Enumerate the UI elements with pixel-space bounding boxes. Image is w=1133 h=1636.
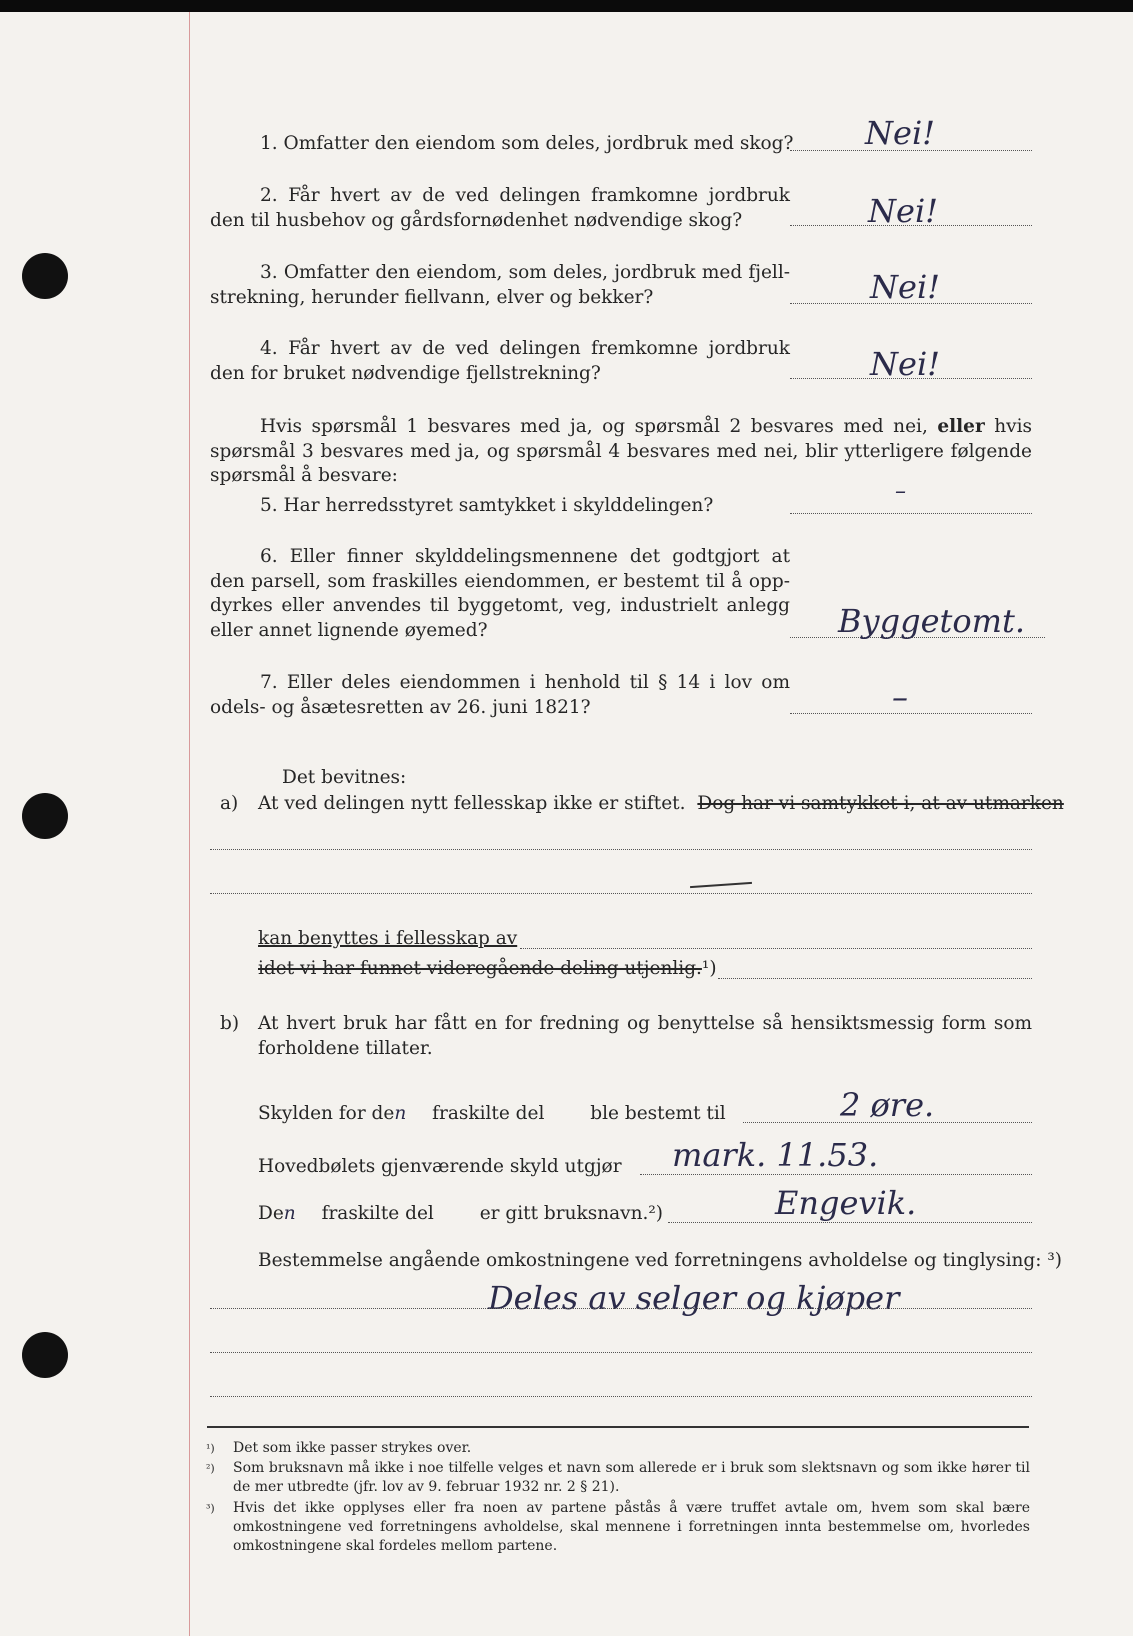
bruksnavn-text: er gitt bruksnavn.²) [479, 1203, 664, 1224]
question-3 [210, 261, 790, 310]
handwritten-letter: n [283, 1203, 296, 1224]
struck-text: idet vi har funnet videregående deling utjenlig. [258, 958, 702, 979]
footnote-3 [206, 1499, 1030, 1556]
answer-handwritten: Nei! [865, 114, 936, 152]
footnote-text: Hvis det ikke opplyses eller fra noen av partene påstås å være truffet avtale om, hvem som skal bære omkostningene ved forretningens avholdelse, skal mennene i forretningen innta bestemmelse om, hvorledes omkostningene skal fordeles mellom partene. [233, 1500, 1030, 1554]
kostnad-label: Bestemmelse angående omkostningene ved forretningens avholdelse og tinglysing: ³) [258, 1250, 1063, 1271]
testify-heading: Det bevitnes: [282, 767, 407, 788]
answer-handwritten: – [892, 678, 908, 716]
answer-handwritten: Byggetomt. [838, 602, 1025, 640]
bruksnavn-label [258, 1202, 663, 1227]
question-1 [210, 132, 794, 157]
question-number: 7. [260, 672, 278, 693]
question-number: 1. [260, 133, 278, 154]
blank-line [210, 849, 1032, 850]
condition-text: Hvis spørsmål 1 besvares med ja, og spørsmål 2 besvares med nei, [260, 416, 928, 437]
footnote-text: Det som ikke passer strykes over. [233, 1440, 472, 1456]
fellesskap-text: kan benyttes i fellesskap av [258, 928, 518, 949]
kostnad-value-handwritten: Deles av selger og kjøper [488, 1279, 900, 1317]
bruksnavn-text: fraskilte del [321, 1203, 434, 1224]
answer-line [668, 1222, 1032, 1223]
question-text: Får hvert av de ved delingen fremkomne jordbruk den for bruket nødvendige fjellstrekning? [210, 338, 790, 384]
punch-hole [22, 253, 68, 299]
margin-line [189, 12, 190, 1636]
footnote-2 [206, 1459, 1030, 1497]
footnote-mark: ²) [206, 1462, 215, 1475]
footnote-text: Som bruksnavn må ikke i noe tilfelle velges et navn som allerede er i bruk som slektsnavn og som ikke hører til de mer utbredte (jfr. lov av 9. februar 1932 nr. 2 § 21). [233, 1460, 1030, 1495]
question-text: Har herredsstyret samtykket i skylddelingen? [283, 495, 714, 516]
item-a-label: a) [220, 793, 239, 814]
bruksnavn-value-handwritten: Engevik. [775, 1184, 917, 1222]
blank-line [210, 1396, 1032, 1397]
item-b-text: At hvert bruk har fått en for fredning og benyttelse så hensiktsmessig form som forholdene tillater. [258, 1013, 1032, 1059]
question-number: 5. [260, 495, 278, 516]
question-number: 2. [260, 185, 278, 206]
question-number: 6. [260, 546, 278, 567]
answer-handwritten: Nei! [870, 345, 941, 383]
question-5 [210, 494, 770, 519]
punch-hole [22, 1332, 68, 1378]
footnote-divider [207, 1426, 1029, 1428]
handwritten-letter: n [394, 1103, 407, 1124]
answer-line [640, 1174, 1032, 1175]
question-7 [210, 671, 790, 720]
deling-line [258, 957, 717, 982]
condition-text: hvis spørsmål 3 besvares med ja, og spørsmål 4 besvares med nei, blir ytterligere følgende spørsmål å besvare: [210, 416, 1032, 486]
blank-line [210, 1308, 1032, 1309]
blank-line [718, 978, 1032, 979]
question-4 [210, 337, 790, 386]
item-a-statement: At ved delingen nytt fellesskap ikke er stiftet. [258, 793, 686, 814]
footnote-ref: ¹) [701, 958, 717, 979]
hoved-value-handwritten: mark. 11.53. [672, 1136, 879, 1174]
skyld-label [258, 1102, 726, 1127]
question-text: Omfatter den eiendom som deles, jordbruk med skog? [283, 133, 794, 154]
fellesskap-line [258, 927, 517, 952]
skyld-text: ble bestemt til [590, 1103, 726, 1124]
answer-line [790, 713, 1032, 714]
condition-bold: eller [937, 416, 985, 437]
struck-text: Dog har vi samtykket i, at av utmarken [697, 793, 1064, 814]
punch-hole [22, 793, 68, 839]
skyld-text: Skylden for de [258, 1103, 395, 1124]
blank-line [520, 948, 1032, 949]
answer-handwritten: Nei! [868, 192, 939, 230]
question-text: Omfatter den eiendom, som deles, jordbruk med fjell- strekning, herunder fiellvann, elver og bekker? [210, 262, 790, 308]
question-number: 4. [260, 338, 278, 359]
question-text: Får hvert av de ved delingen framkomne jordbruk den til husbehov og gårdsfornødenhet nødvendige skog? [210, 185, 791, 231]
question-text: Eller deles eiendommen i henhold til § 14 i lov om odels- og åsætesretten av 26. juni 1821? [210, 672, 790, 718]
bruksnavn-text: De [258, 1203, 284, 1224]
question-6 [210, 545, 790, 643]
question-text: Eller finner skylddelingsmennene det godtgjort at den parsell, som fraskilles eiendommen, er bestemt til å opp- dyrkes eller anvendes til byggetomt, veg, industrielt anlegg eller annet lignende øyemed? [210, 546, 791, 641]
blank-line [210, 1352, 1032, 1353]
question-number: 3. [260, 262, 278, 283]
answer-handwritten: Nei! [870, 268, 941, 306]
hoved-label: Hovedbølets gjenværende skyld utgjør [258, 1156, 622, 1177]
skyld-text: fraskilte del [432, 1103, 545, 1124]
answer-handwritten: – [895, 479, 906, 504]
condition-paragraph [210, 415, 1032, 489]
handwritten-dash [690, 882, 752, 888]
skyld-value-handwritten: 2 øre. [840, 1086, 935, 1124]
item-a-text [258, 792, 1064, 817]
footnote-mark: ³) [206, 1502, 215, 1515]
footnote-1 [206, 1439, 1030, 1458]
footnote-mark: ¹) [206, 1442, 215, 1455]
answer-line [790, 513, 1032, 514]
document-page [0, 12, 1133, 1636]
blank-line [210, 893, 1032, 894]
item-b-label: b) [220, 1013, 240, 1034]
question-2 [210, 184, 790, 233]
